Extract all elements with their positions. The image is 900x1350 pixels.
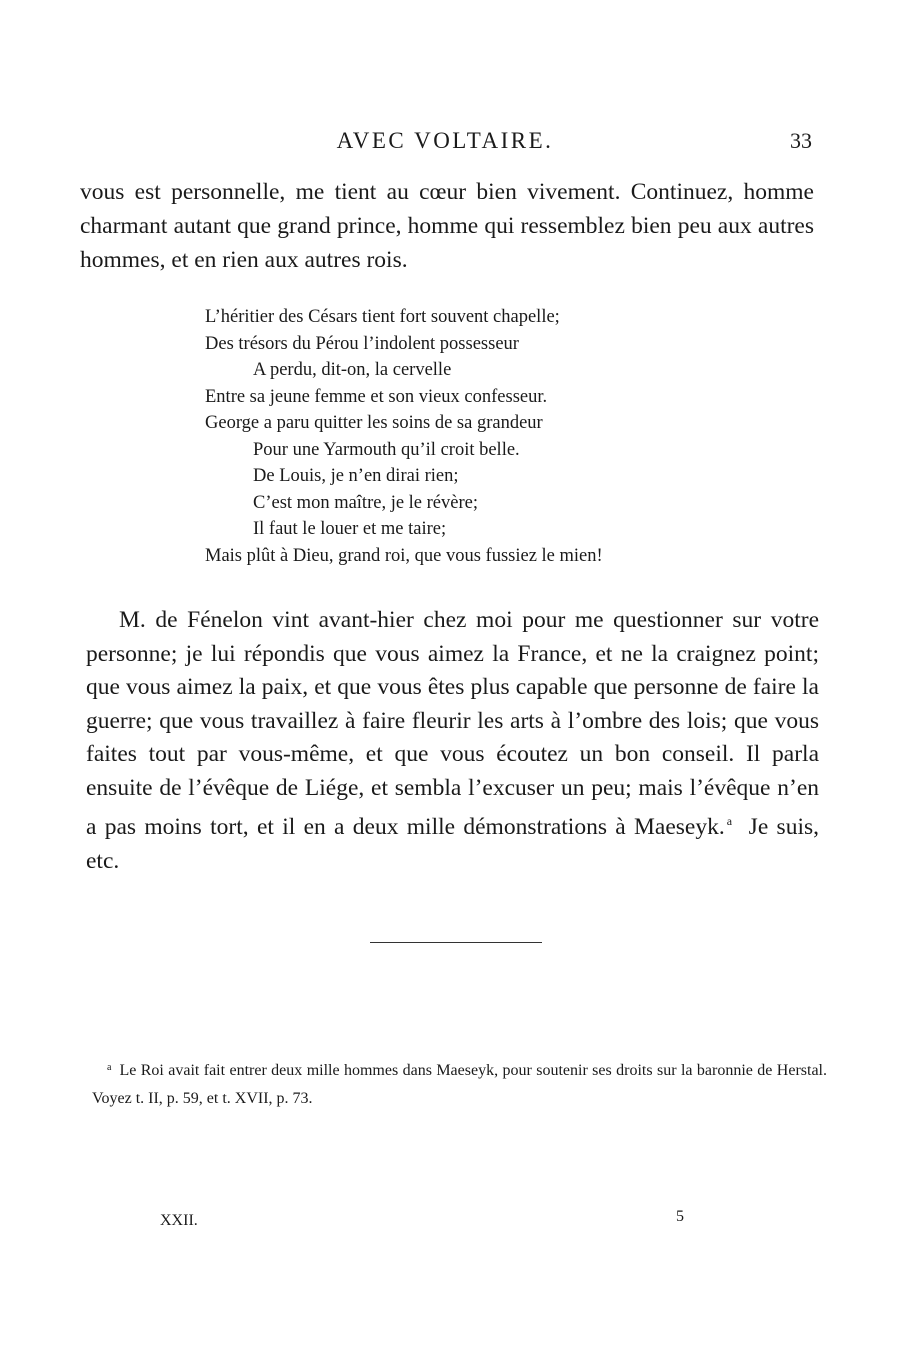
running-header: AVEC VOLTAIRE.	[336, 128, 554, 153]
verse-line: Des trésors du Pérou l’indolent possesseur	[205, 333, 519, 354]
verse-line: Il faut le louer et me taire;	[253, 519, 447, 539]
footnote-text: Le Roi avait fait entrer deux mille hommes dans Maeseyk, pour soutenir ses droits sur la baronnie de Herstal. Voyez t. II, p. 59, et t. XVII, p. 73.	[92, 1062, 827, 1107]
signature-volume: XXII.	[160, 1212, 198, 1229]
signature-gathering: 5	[676, 1208, 684, 1225]
footnote-mark: a	[107, 1062, 112, 1073]
closing-formula: Je suis, etc.	[86, 814, 819, 874]
footnote-reference: a	[726, 814, 733, 828]
verse-line: C’est mon maître, je le révère;	[253, 492, 478, 513]
footnote	[92, 1054, 827, 1113]
paragraph-text: M. de Fénelon vint avant-hier chez moi pour me questionner sur votre personne; je lui répondis que vous aimez la France, et ne la craignez point; que vous aimez la paix, et que vous êtes plus capable que personne de faire la guerre; que vous travaillez à faire fleurir les arts à l’ombre des lois; que vous faites tout par vous-même, et que vous écoutez un bon conseil. Il parla ensuite de l’évêque de Liége, et sembla l’excuser un peu; mais l’évêque n’en a pas moins tort, et il en a deux mille démonstrations à Maeseyk.	[86, 607, 819, 840]
verse-line: Pour une Yarmouth qu’il croit belle.	[253, 439, 520, 460]
section-divider	[370, 942, 542, 943]
verse-line: L’héritier des Césars tient fort souvent chapelle;	[205, 307, 560, 327]
verse-line: A perdu, dit-on, la cervelle	[253, 360, 452, 380]
verse-line: George a paru quitter les soins de sa grandeur	[205, 413, 543, 433]
paragraph-continuation: vous est personnelle, me tient au cœur bien vivement. Continuez, homme charmant autant que grand prince, homme qui ressemblez bien peu aux autres hommes, et en rien aux autres rois.	[80, 179, 814, 273]
verse-block	[205, 304, 765, 569]
verse-line: Entre sa jeune femme et son vieux confesseur.	[205, 386, 548, 407]
page-number: 33	[790, 128, 812, 153]
verse-line: De Louis, je n’en dirai rien;	[253, 466, 459, 486]
verse-line: Mais plût à Dieu, grand roi, que vous fussiez le mien!	[205, 545, 603, 566]
paragraph-main	[86, 604, 819, 878]
